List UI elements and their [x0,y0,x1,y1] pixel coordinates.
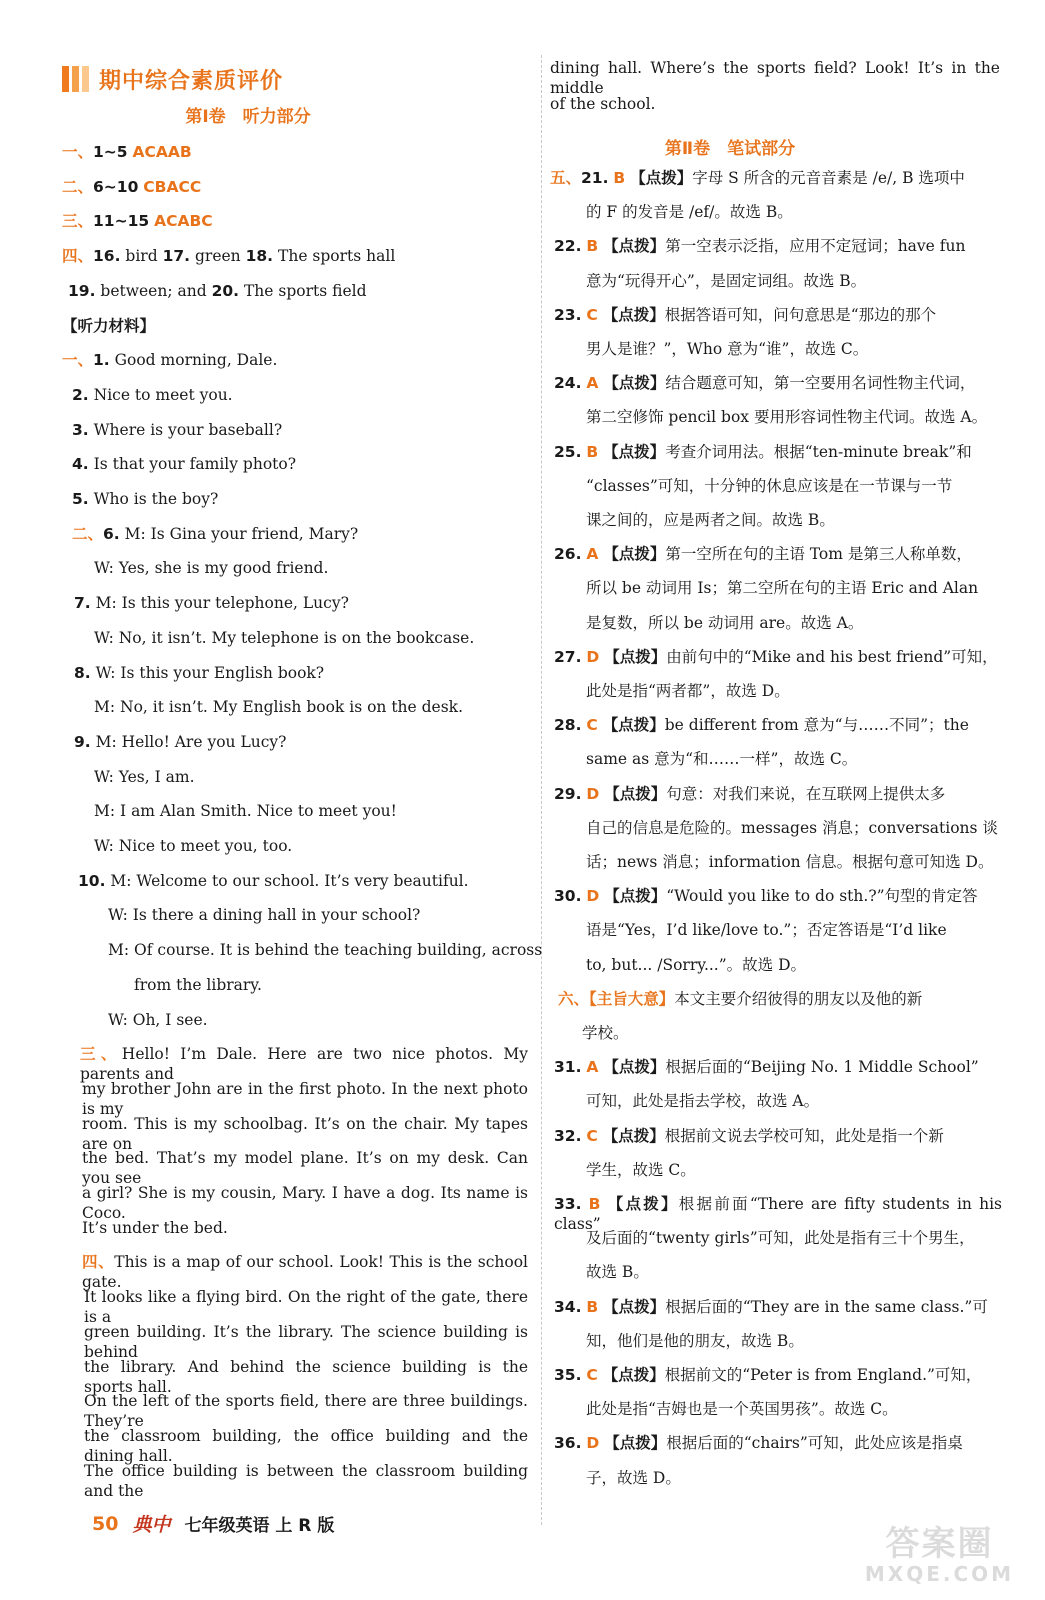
question-number: 10. [78,871,106,890]
answer-explanation [554,1297,1002,1317]
answer-explanation [554,715,1002,735]
part2-title: 第Ⅱ卷 笔试部分 [664,139,796,159]
hint-tag: 【点拨】 [603,237,666,256]
hint-tag: 【点拨】 [603,545,666,564]
section-number: 二、 [62,177,94,196]
script-line [72,454,296,474]
question-number: 26. [554,545,582,564]
answer-row [68,281,367,301]
section-number: 三、 [80,1045,122,1064]
answer-explanation [586,578,1002,598]
explanation-text: 知，他们是他的朋友，故选 B。 [586,1331,804,1350]
question-range: 1~5 [93,143,128,161]
question-number: 6. [103,524,120,543]
hint-tag: 【点拨】 [602,716,665,735]
script-text: room. This is my schoolbag. It’s on the chair. My tapes are on [82,1114,528,1153]
script-line [72,489,218,509]
question-number: 27. [554,647,582,666]
section-header [62,62,283,96]
script-text: M: Welcome to our school. It’s very beautiful. [110,871,469,890]
question-number: 18. [245,247,274,266]
answer-key: A [586,374,599,393]
watermark-text: 答案圈 [885,1524,994,1564]
hint-tag: 【点拨】 [630,169,693,187]
script-text: It looks like a flying bird. On the right of the gate, there is a [84,1288,528,1327]
answer-key: C [586,1366,598,1384]
summary-text: 学校。 [582,1024,629,1042]
question-number: 19. [68,281,96,300]
explanation-text: same as 意为“和……一样”，故选 C。 [586,750,858,769]
hint-tag: 【点拨】 [602,1126,665,1145]
section-number: 三、 [62,212,94,231]
answer-explanation [554,1057,1002,1077]
script-text: W: Oh, I see. [108,1010,208,1029]
script-line [62,350,277,370]
explanation-text: 此处是指“吉姆也是一个英国男孩”。故选 C。 [586,1400,898,1419]
hint-tag: 【点拨】 [604,1434,667,1453]
answer-key: C [586,716,598,735]
hint-tag: 【点拨】 [604,647,667,666]
question-number: 34. [554,1297,582,1316]
script-text: M: No, it isn’t. My English book is on the desk. [94,698,464,717]
summary-line [558,989,1004,1009]
script-text: On the left of the sports field, there are three buildings. They’re [84,1392,528,1431]
answer-explanation [586,339,868,359]
answer-key: ACAAB [132,143,192,161]
answer-explanation [586,818,1002,838]
answer-explanation [586,271,866,291]
script-text: the classroom building, the office building and the dining hall. [84,1426,528,1465]
header-bars-icon [62,66,89,92]
material-label: 【听力材料】 [62,316,156,335]
hint-tag: 【点拨】 [604,887,667,906]
script-line [134,975,262,995]
question-number: 17. [162,247,191,266]
question-number: 2. [72,385,89,404]
explanation-text: 字母 S 所含的元音音素是 /e/, B 选项中 [692,169,965,187]
answer-explanation [586,510,835,530]
script-text: Nice to meet you. [93,385,233,404]
hint-tag: 【点拨】 [607,1195,679,1213]
question-number: 7. [74,594,91,613]
watermark-url: MXQE.COM [864,1562,1015,1586]
question-number: 9. [74,732,91,751]
explanation-text: 子，故选 D。 [586,1468,681,1487]
section-number: 四、 [82,1253,115,1272]
answer-explanation [554,373,1002,393]
answer-key: A [586,545,599,564]
material-heading [62,316,155,336]
question-number: 5. [72,490,89,508]
explanation-text: 男人是谁？”，Who 意为“谁”，故选 C。 [586,340,869,358]
question-range: 11~15 [93,212,150,231]
script-text: M: I am Alan Smith. Nice to meet you! [94,802,397,821]
answer-explanation [586,1228,1002,1248]
script-text: a girl? She is my cousin, Mary. I have a dog. Its name is Coco. [82,1184,528,1222]
script-text: The office building is between the classroom building and the [84,1461,528,1500]
script-text: W: Yes, I am. [94,767,195,786]
explanation-text: 自己的信息是危险的。messages 消息；conversations 谈 [586,818,998,837]
answer-explanation [554,544,1002,564]
question-number: 32. [554,1126,582,1145]
explanation-text: 根据后面的“They are in the same class.”可 [665,1297,988,1316]
script-text: Where is your baseball? [93,420,283,439]
answer-key: B [586,442,599,461]
hint-tag: 【点拨】 [603,442,666,461]
question-number: 8. [74,663,91,682]
question-number: 25. [554,442,582,461]
question-number: 30. [554,887,582,906]
explanation-text: 意为“玩得开心”，是固定词组。故选 B。 [586,271,867,290]
explanation-text: “Would you like to do sth.?”句型的肯定答 [666,887,978,906]
answer-explanation [554,1433,1002,1453]
question-number: 1. [93,351,110,370]
answer-explanation [586,852,993,872]
question-number: 35. [554,1366,582,1384]
script-line [94,801,397,821]
page-title: 期中综合素质评价 [99,68,284,94]
answer-key: C [586,305,598,324]
script-line [74,593,349,613]
script-text: Is that your family photo? [93,455,297,474]
answer-explanation [554,305,1002,325]
question-number: 3. [72,420,89,439]
explanation-text: 根据后面的“Beijing No. 1 Middle School” [665,1058,979,1077]
answer-key: C [586,1126,598,1145]
answer-row [62,246,395,266]
explanation-text: 结合题意可知，第一空要用名词性物主代词， [665,374,976,393]
answer-explanation [554,442,1002,462]
answer-key: D [586,887,600,906]
script-line [84,1461,528,1501]
explanation-text: 第一空表示泛指，应用不定冠词；have fun [665,237,966,256]
explanation-text: 根据答语可知，问句意思是“那边的那个 [664,305,937,324]
explanation-text: 的 F 的发音是 /ef/。故选 B。 [586,203,793,222]
answer-explanation [554,236,1002,256]
watermark-logo [852,1526,1027,1586]
answer-key: B [586,237,599,256]
answer-key: B [586,1297,599,1316]
question-number: 20. [211,281,240,300]
script-line [72,385,233,405]
answer-explanation [586,407,987,427]
question-number: 24. [554,374,582,393]
answer-key: D [586,647,600,666]
question-range: 6~10 [93,177,139,196]
answer-explanation [586,955,806,975]
explanation-text: 话；news 消息；information 信息。根据句意可知选 D。 [586,853,994,871]
script-line [94,697,463,717]
answer-key: B [588,1195,601,1213]
fill-answer: The sports field [243,281,367,300]
script-text: W: Yes, she is my good friend. [94,559,329,578]
answer-explanation [586,1399,898,1419]
answer-explanation [586,1091,819,1111]
fill-answer: between; and [100,281,207,300]
book-title: 七年级英语 上 R 版 [184,1516,335,1536]
answer-explanation [554,647,1002,667]
script-text: green building. It’s the library. The science building is behind [84,1322,528,1361]
explanation-text: 第一空所在句的主语 Tom 是第三人称单数， [665,545,972,564]
section-number: 五、 [550,169,582,187]
explanation-text: to, but... /Sorry...”。故选 D。 [586,955,807,974]
script-text: W: Is there a dining hall in your school? [108,906,421,925]
explanation-text: 此处是指“两者都”，故选 D。 [586,682,790,700]
answer-explanation [586,202,793,222]
script-text: This is a map of our school. Look! This is the school gate. [82,1253,528,1292]
answer-explanation [554,1365,1002,1385]
explanation-text: 语是“Yes，I’d like/love to.”；否定答语是“I’d like [586,921,947,940]
explanation-text: 及后面的“twenty girls”可知，此处是指有三十个男生， [586,1229,975,1248]
explanation-text: 是复数，所以 be 动词用 are。故选 A。 [586,613,864,632]
answer-key: D [586,1434,600,1453]
answer-key: B [613,169,626,187]
script-line [550,94,655,114]
answer-row [62,211,213,231]
answer-explanation [554,784,1002,804]
script-text: Who is the boy? [93,490,219,508]
script-line [72,420,282,440]
answer-key: CBACC [143,177,202,196]
script-line [74,663,324,683]
script-text: Hello! I’m Dale. Here are two nice photos. My parents and [80,1045,528,1084]
script-line [78,871,469,891]
section-number: 二、 [72,524,104,543]
explanation-text: 根据前面“There are fifty students in his class” [554,1195,1002,1233]
script-text: M: Is Gina your friend, Mary? [124,524,359,543]
question-number: 21. [581,169,609,187]
summary-line [582,1023,629,1043]
answer-key: A [586,1058,599,1077]
fill-answer: green [194,247,241,266]
script-line [108,1010,208,1030]
script-line [108,940,542,960]
question-number: 31. [554,1058,582,1077]
script-text: It’s under the bed. [82,1218,228,1237]
script-line [94,836,292,856]
question-number: 23. [554,305,582,324]
hint-tag: 【点拨】 [603,1297,666,1316]
answer-explanation [586,1160,696,1180]
explanation-text: 可知，此处是指去学校，故选 A。 [586,1092,820,1111]
explanation-text: 由前句中的“Mike and his best friend”可知， [666,647,998,666]
explanation-text: 课之间的，应是两者之间。故选 B。 [586,511,835,529]
answer-row [62,177,201,197]
script-text: M: Is this your telephone, Lucy? [95,594,349,613]
answer-explanation [586,1262,649,1282]
script-text: from the library. [134,975,262,994]
question-number: 29. [554,784,582,803]
explanation-text: 考查介词用法。根据“ten-minute break”和 [665,442,972,461]
answer-explanation [586,920,1002,940]
script-text: dining hall. Where’s the sports field? Look! It’s in the middle [550,59,1000,97]
script-text: the library. And behind the science building is the sports hall. [84,1357,528,1396]
explanation-text: 句意：对我们来说，在互联网上提供太多 [666,784,946,803]
answer-explanation [554,1126,1002,1146]
hint-tag: 【点拨】 [604,784,667,803]
script-text: M: Hello! Are you Lucy? [95,732,287,751]
script-text: W: No, it isn’t. My telephone is on the bookcase. [94,628,475,647]
explanation-text: 根据前文说去学校可知，此处是指一个新 [664,1126,944,1145]
script-text: M: Of course. It is behind the teaching building, across [108,941,543,960]
section-number: 四、 [62,247,94,266]
explanation-text: be different from 意为“与……不同”；the [664,716,969,735]
answer-explanation [586,681,790,701]
answer-key: D [586,784,600,803]
column-divider [541,55,542,1525]
brand-logo: 典中 [132,1514,171,1536]
summary-tag: 【主旨大意】 [589,989,675,1008]
explanation-text: “classes”可知，十分钟的休息应该是在一节课与一节 [586,476,953,495]
answer-explanation [586,1331,804,1351]
script-line [74,732,286,752]
answer-explanation [586,1468,681,1488]
script-line [94,767,195,787]
answer-explanation [586,613,863,633]
question-number: 22. [554,237,582,256]
script-text: W: Is this your English book? [95,663,325,682]
script-line [82,1218,228,1238]
answer-explanation [586,476,1002,496]
question-number: 33. [554,1195,582,1213]
script-line [108,905,420,925]
fill-answer: The sports hall [278,247,396,266]
section-number: 六、 [558,989,590,1008]
question-number: 16. [93,247,121,266]
explanation-text: 根据后面的“chairs”可知，此处应该是指桌 [666,1434,963,1453]
explanation-text: 所以 be 动词用 Is；第二空所在句的主语 Eric and Alan [586,579,979,598]
hint-tag: 【点拨】 [603,374,666,393]
answer-explanation [554,886,1002,906]
page-footer [92,1510,334,1537]
script-text: W: Nice to meet you, too. [94,837,293,855]
script-line [72,524,358,544]
script-line [94,628,474,648]
explanation-text: 学生，故选 C。 [586,1160,696,1179]
question-number: 4. [72,455,89,474]
explanation-text: 第二空修饰 pencil box 要用形容词性物主代词。故选 A。 [586,408,988,427]
script-text: Good morning, Dale. [114,351,278,370]
explanation-text: 根据前文的“Peter is from England.”可知， [664,1366,982,1384]
script-text: my brother John are in the first photo. In the next photo is my [82,1079,528,1118]
explanation-text: 故选 B。 [586,1263,649,1282]
question-number: 28. [554,716,582,735]
answer-explanation [586,749,857,769]
part1-title: 第Ⅰ卷 听力部分 [185,107,311,127]
fill-answer: bird [125,247,158,266]
page-number: 50 [92,1512,119,1535]
hint-tag: 【点拨】 [602,1366,665,1384]
hint-tag: 【点拨】 [603,1058,666,1077]
script-text: of the school. [550,95,656,113]
script-text: the bed. That’s my model plane. It’s on my desk. Can you see [82,1149,528,1188]
script-line [550,58,1000,98]
summary-text: 本文主要介绍彼得的朋友以及他的新 [674,989,923,1008]
section-number: 一、 [62,143,94,161]
answer-row [62,142,192,162]
section-number: 一、 [62,351,94,370]
question-number: 36. [554,1434,582,1453]
answer-key: ACABC [154,212,213,231]
answer-explanation [550,168,1002,188]
script-line [94,558,328,578]
hint-tag: 【点拨】 [602,305,665,324]
